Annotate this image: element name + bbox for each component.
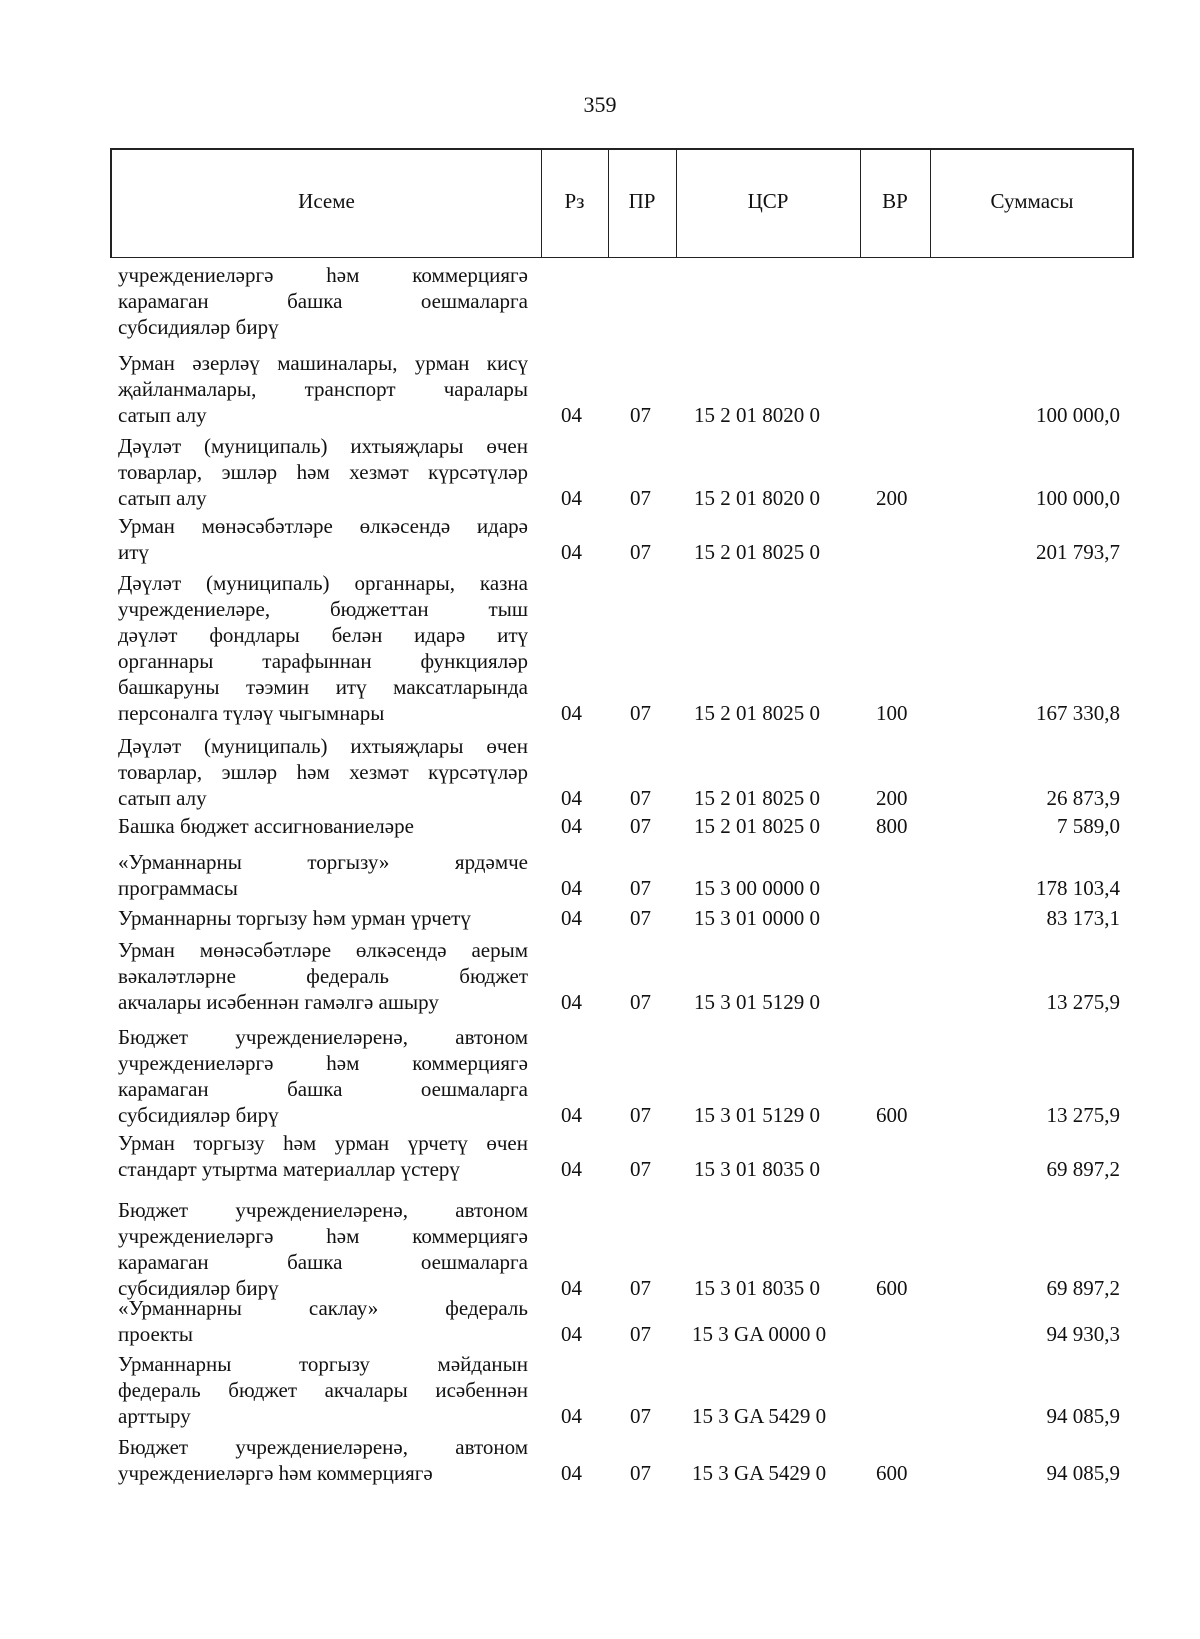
row-pr: 07 — [630, 1103, 651, 1127]
row-csr: 15 3 01 5129 0 — [694, 990, 820, 1014]
row-sum: 69 897,2 — [1046, 1157, 1120, 1181]
row-vr: 600 — [876, 1461, 908, 1485]
row-name-line: Урман торгызу һәм урман үрчетү өчен — [118, 1131, 528, 1155]
page-number: 359 — [583, 92, 617, 117]
row-vr: 800 — [876, 814, 908, 838]
row-sum: 178 103,4 — [1036, 876, 1120, 900]
row-name-line: Дәүләт (муниципаль) ихтыяҗлары өчен — [118, 434, 528, 458]
row-name-line: «Урманнарны саклау» федераль — [118, 1296, 528, 1320]
row-name — [118, 849, 528, 901]
row-name-line: Башка бюджет ассигнованиеләре — [118, 814, 414, 838]
row-name-line: карамаган башка оешмаларга — [118, 1250, 528, 1274]
row-name-line: сатып алу — [118, 486, 207, 510]
row-pr: 07 — [630, 540, 651, 564]
row-name-line: учреждениеләргә һәм коммерциягә — [118, 1051, 528, 1075]
row-name-line: стандарт утыртма материаллар үстерү — [118, 1157, 460, 1181]
row-rz: 04 — [561, 876, 582, 900]
row-csr: 15 3 GA 0000 0 — [692, 1322, 827, 1346]
row-csr: 15 2 01 8020 0 — [694, 486, 820, 510]
table-row — [0, 733, 1200, 811]
row-sum: 167 330,8 — [1036, 701, 1120, 725]
row-name-line: Бюджет учреждениеләренә, автоном — [118, 1435, 528, 1459]
row-name-line: учреждениеләргә һәм коммерциягә — [118, 1224, 528, 1248]
table-row — [0, 350, 1200, 428]
row-sum: 100 000,0 — [1036, 486, 1120, 510]
row-rz: 04 — [561, 1157, 582, 1181]
row-name-line: программасы — [118, 876, 238, 900]
row-csr: 15 2 01 8025 0 — [694, 786, 820, 810]
row-pr: 07 — [630, 1157, 651, 1181]
row-name-line: вәкаләтләрне федераль бюджет — [118, 964, 528, 988]
row-vr: 600 — [876, 1103, 908, 1127]
row-rz: 04 — [561, 540, 582, 564]
row-name — [118, 937, 528, 1015]
row-pr: 07 — [630, 486, 651, 510]
row-name — [118, 262, 528, 340]
row-name — [118, 1434, 528, 1486]
table-row — [0, 937, 1200, 1015]
row-name-line: дәүләт фондлары белән идарә итү — [118, 623, 528, 647]
row-csr: 15 3 GA 5429 0 — [692, 1461, 827, 1485]
row-sum: 83 173,1 — [1046, 906, 1120, 930]
row-csr: 15 2 01 8025 0 — [694, 540, 820, 564]
row-name-line: учреждениеләре, бюджеттан тыш — [118, 597, 528, 621]
table-row — [0, 1024, 1200, 1128]
row-name-line: «Урманнарны торгызу» ярдәмче — [118, 850, 528, 874]
row-name-line: башкаруны тәэмин итү максатларында — [118, 675, 528, 699]
row-sum: 100 000,0 — [1036, 403, 1120, 427]
row-name — [118, 513, 528, 565]
header-pr: ПР — [628, 189, 656, 213]
row-sum: 26 873,9 — [1046, 786, 1120, 810]
row-sum: 7 589,0 — [1057, 814, 1120, 838]
row-name — [118, 1024, 528, 1128]
table-row — [0, 1351, 1200, 1429]
table-row — [0, 433, 1200, 511]
row-rz: 04 — [561, 1322, 582, 1346]
row-vr: 200 — [876, 486, 908, 510]
row-name-line: субсидияләр бирү — [118, 1103, 279, 1127]
row-pr: 07 — [630, 814, 651, 838]
header-sum: Суммасы — [990, 189, 1074, 213]
row-sum: 13 275,9 — [1046, 1103, 1120, 1127]
row-name-line: карамаган башка оешмаларга — [118, 289, 528, 313]
table-row — [0, 1295, 1200, 1347]
row-name — [118, 813, 528, 839]
row-csr: 15 3 01 8035 0 — [694, 1276, 820, 1300]
table-row — [0, 813, 1200, 839]
row-pr: 07 — [630, 701, 651, 725]
header-csr: ЦСР — [747, 189, 789, 213]
row-sum: 13 275,9 — [1046, 990, 1120, 1014]
row-name — [118, 733, 528, 811]
row-rz: 04 — [561, 701, 582, 725]
row-name-line: персоналга түләү чыгымнары — [118, 701, 385, 725]
row-csr: 15 3 01 0000 0 — [694, 906, 820, 930]
row-name-line: товарлар, эшләр һәм хезмәт күрсәтүләр — [118, 760, 528, 784]
row-name-line: Урман мөнәсәбәтләре өлкәсендә аерым — [118, 938, 528, 962]
table-row — [0, 262, 1200, 340]
row-vr: 600 — [876, 1276, 908, 1300]
row-csr: 15 3 GA 5429 0 — [692, 1404, 827, 1428]
table-row — [0, 905, 1200, 931]
row-name — [118, 350, 528, 428]
row-vr: 100 — [876, 701, 908, 725]
row-pr: 07 — [630, 1461, 651, 1485]
row-name — [118, 1197, 528, 1301]
row-name — [118, 1130, 528, 1182]
row-name-line: федераль бюджет акчалары исәбеннән — [118, 1378, 528, 1402]
row-name-line: сатып алу — [118, 403, 207, 427]
table-row — [0, 1197, 1200, 1301]
row-sum: 94 930,3 — [1046, 1322, 1120, 1346]
row-name-line: карамаган башка оешмаларга — [118, 1077, 528, 1101]
row-name-line: Дәүләт (муниципаль) органнары, казна — [118, 571, 528, 595]
row-name-line: субсидияләр бирү — [118, 315, 279, 339]
row-csr: 15 3 00 0000 0 — [694, 876, 820, 900]
row-name-line: учреждениеләргә һәм коммерциягә — [118, 263, 528, 287]
row-csr: 15 2 01 8025 0 — [694, 814, 820, 838]
row-name-line: акчалары исәбеннән гамәлгә ашыру — [118, 990, 439, 1014]
row-pr: 07 — [630, 1276, 651, 1300]
row-name-line: сатып алу — [118, 786, 207, 810]
row-csr: 15 3 01 8035 0 — [694, 1157, 820, 1181]
row-rz: 04 — [561, 1276, 582, 1300]
row-sum: 94 085,9 — [1046, 1404, 1120, 1428]
row-csr: 15 2 01 8025 0 — [694, 701, 820, 725]
row-rz: 04 — [561, 1404, 582, 1428]
row-name-line: итү — [118, 540, 149, 564]
row-name-line: Бюджет учреждениеләренә, автоном — [118, 1198, 528, 1222]
row-name — [118, 905, 528, 931]
row-rz: 04 — [561, 1461, 582, 1485]
row-name-line: Бюджет учреждениеләренә, автоном — [118, 1025, 528, 1049]
row-name-line: Дәүләт (муниципаль) ихтыяҗлары өчен — [118, 734, 528, 758]
row-name — [118, 1351, 528, 1429]
row-name-line: субсидияләр бирү — [118, 1276, 279, 1300]
row-name-line: Урманнарны торгызу һәм урман үрчетү — [118, 906, 471, 930]
row-name-line: Урман әзерләү машиналары, урман кисү — [118, 351, 528, 375]
row-pr: 07 — [630, 1404, 651, 1428]
header-rz: Рз — [564, 189, 585, 213]
row-name-line: учреждениеләргә һәм коммерциягә — [118, 1461, 433, 1485]
table-header — [110, 148, 1134, 258]
table-row — [0, 570, 1200, 726]
row-sum: 201 793,7 — [1036, 540, 1120, 564]
table-row — [0, 849, 1200, 901]
row-rz: 04 — [561, 906, 582, 930]
row-name-line: Урман мөнәсәбәтләре өлкәсендә идарә — [118, 514, 528, 538]
row-rz: 04 — [561, 486, 582, 510]
table-row — [0, 1130, 1200, 1182]
row-name-line: арттыру — [118, 1404, 191, 1428]
table-row — [0, 513, 1200, 565]
row-pr: 07 — [630, 786, 651, 810]
row-rz: 04 — [561, 990, 582, 1014]
row-name — [118, 570, 528, 726]
row-name-line: проекты — [118, 1322, 194, 1346]
row-sum: 94 085,9 — [1046, 1461, 1120, 1485]
row-rz: 04 — [561, 814, 582, 838]
row-csr: 15 2 01 8020 0 — [694, 403, 820, 427]
row-pr: 07 — [630, 876, 651, 900]
row-name-line: органнары тарафыннан функцияләр — [118, 649, 528, 673]
row-pr: 07 — [630, 990, 651, 1014]
row-name-line: җайланмалары, транспорт чаралары — [118, 377, 528, 401]
row-pr: 07 — [630, 403, 651, 427]
row-rz: 04 — [561, 786, 582, 810]
header-name: Исеме — [298, 189, 355, 213]
row-pr: 07 — [630, 906, 651, 930]
row-name-line: товарлар, эшләр һәм хезмәт күрсәтүләр — [118, 460, 528, 484]
row-pr: 07 — [630, 1322, 651, 1346]
table-row — [0, 1434, 1200, 1486]
row-csr: 15 3 01 5129 0 — [694, 1103, 820, 1127]
row-rz: 04 — [561, 1103, 582, 1127]
row-sum: 69 897,2 — [1046, 1276, 1120, 1300]
row-name-line: Урманнарны торгызу мәйданын — [118, 1352, 528, 1376]
row-name — [118, 433, 528, 511]
row-name — [118, 1295, 528, 1347]
row-rz: 04 — [561, 403, 582, 427]
row-vr: 200 — [876, 786, 908, 810]
header-vr: ВР — [882, 189, 908, 213]
